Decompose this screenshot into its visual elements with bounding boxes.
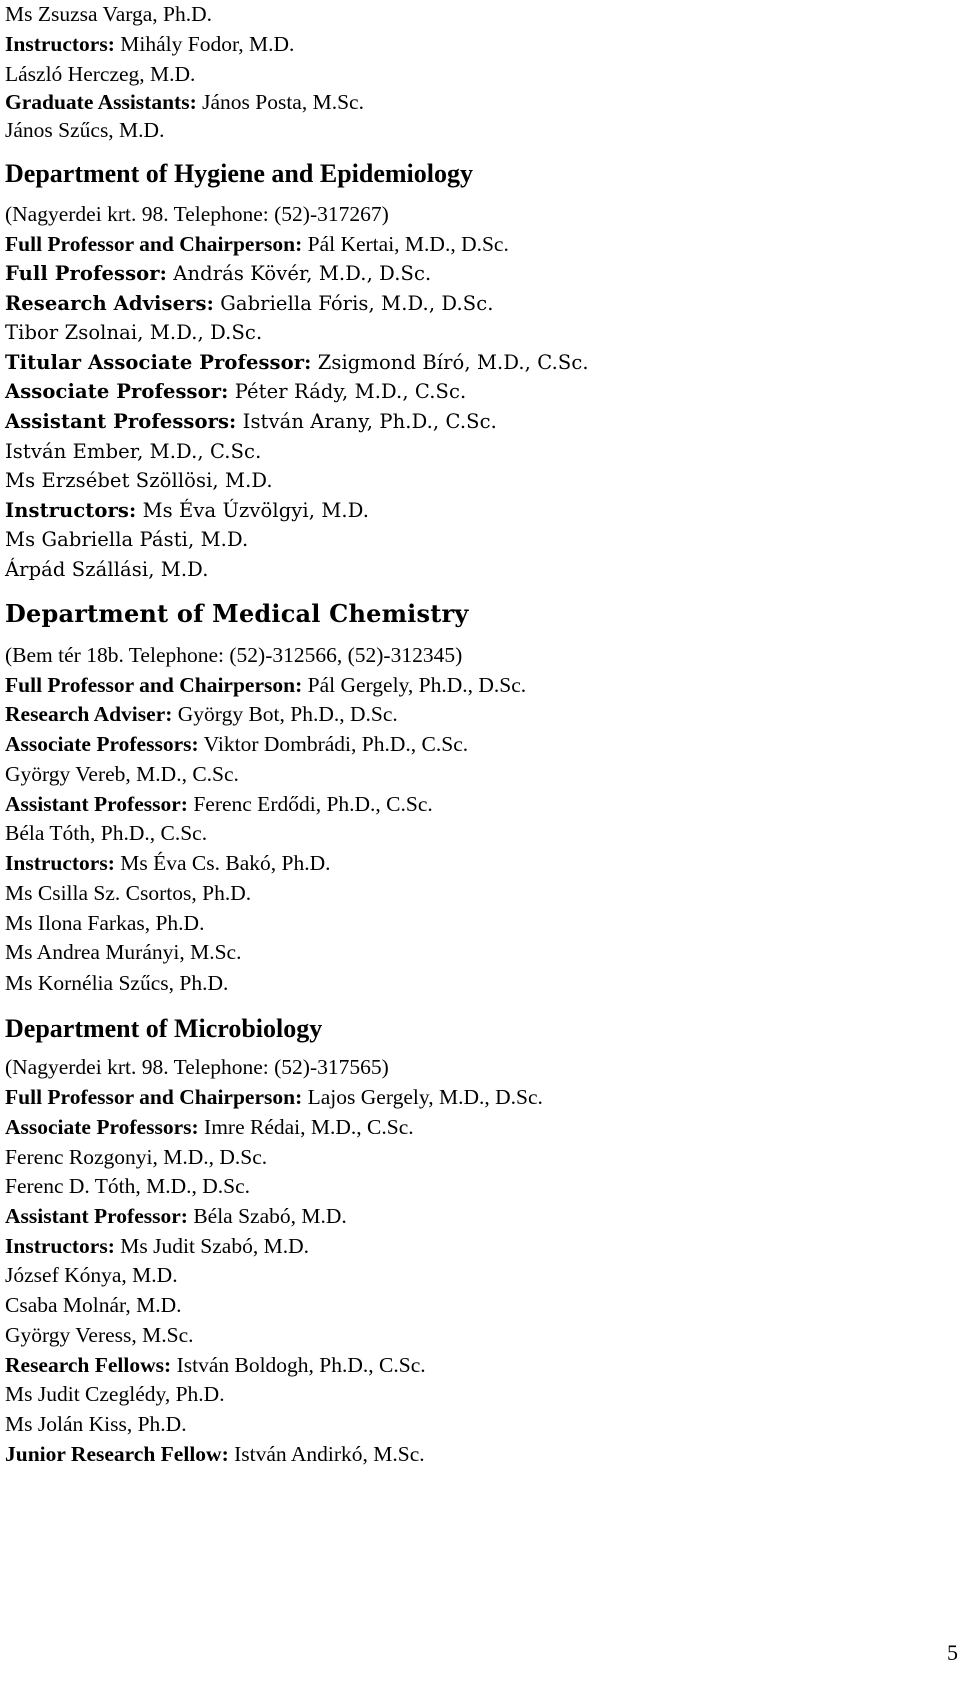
staff-name: Ms Éva Cs. Bakó, Ph.D. — [114, 851, 331, 875]
role-label: Graduate Assistants: — [5, 90, 197, 114]
role-label: Assistant Professor: — [5, 1204, 188, 1228]
staff-name: István Boldogh, Ph.D., C.Sc. — [171, 1353, 426, 1377]
staff-line — [5, 1113, 414, 1141]
staff-name: Pál Kertai, M.D., D.Sc. — [302, 232, 509, 256]
staff-name: István Arany, Ph.D., C.Sc. — [236, 410, 497, 433]
role-label: Instructors: — [5, 1234, 115, 1258]
staff-line — [5, 1172, 250, 1200]
staff-name: (Nagyerdei krt. 98. Telephone: (52)-317565) — [5, 1055, 389, 1079]
staff-line — [5, 116, 164, 144]
staff-line — [5, 909, 204, 937]
staff-name: (Nagyerdei krt. 98. Telephone: (52)-317267) — [5, 202, 389, 226]
staff-line — [5, 408, 497, 436]
staff-line — [5, 1410, 187, 1438]
role-label: Junior Research Fellow: — [5, 1442, 229, 1466]
role-label: Full Professor and Chairperson: — [5, 673, 303, 697]
role-label: Instructors: — [5, 499, 137, 522]
staff-line — [5, 60, 195, 88]
staff-name: Ms Andrea Murányi, M.Sc. — [5, 940, 242, 964]
staff-line — [5, 1321, 194, 1349]
role-label: Assistant Professors: — [5, 410, 237, 433]
staff-line — [5, 969, 228, 997]
staff-line — [5, 438, 261, 466]
staff-name: Ferenc Rozgonyi, M.D., D.Sc. — [5, 1145, 268, 1169]
staff-name: Ferenc D. Tóth, M.D., D.Sc. — [5, 1174, 251, 1198]
staff-line — [5, 938, 241, 966]
staff-name: Gabriella Fóris, M.D., D.Sc. — [213, 292, 494, 315]
role-label: Full Professor: — [5, 262, 167, 285]
staff-line — [5, 378, 466, 406]
department-heading: Department of Medical Chemistry — [5, 599, 469, 628]
staff-line — [5, 1143, 267, 1171]
staff-line — [5, 1291, 182, 1319]
staff-line — [5, 641, 462, 669]
staff-line — [5, 0, 212, 28]
staff-name: Árpád Szállási, M.D. — [5, 558, 209, 581]
staff-name: Tibor Zsolnai, M.D., D.Sc. — [5, 321, 263, 344]
staff-line — [5, 879, 251, 907]
staff-name: Ms Zsuzsa Varga, Ph.D. — [5, 2, 213, 26]
staff-name: József Kónya, M.D. — [5, 1263, 178, 1287]
staff-name: György Vereb, M.D., C.Sc. — [5, 762, 239, 786]
staff-line — [5, 1232, 309, 1260]
staff-name: János Posta, M.Sc. — [196, 90, 364, 114]
role-label: Full Professor and Chairperson: — [5, 232, 303, 256]
staff-line — [5, 526, 248, 554]
staff-name: Ferenc Erdődi, Ph.D., C.Sc. — [187, 792, 433, 816]
role-label: Research Adviser: — [5, 702, 173, 726]
staff-line — [5, 290, 494, 318]
staff-line — [5, 1202, 347, 1230]
staff-line — [5, 730, 468, 758]
staff-line — [5, 88, 364, 116]
staff-line — [5, 819, 207, 847]
staff-line — [5, 349, 589, 377]
page-number: 5 — [947, 1640, 958, 1665]
staff-name: Ms Erzsébet Szöllösi, M.D. — [5, 469, 273, 492]
staff-name: Péter Rády, M.D., C.Sc. — [228, 380, 467, 403]
staff-line — [5, 1053, 389, 1081]
staff-name: Ms Csilla Sz. Csortos, Ph.D. — [5, 881, 252, 905]
staff-name: István Ember, M.D., C.Sc. — [5, 440, 262, 463]
role-label: Assistant Professor: — [5, 792, 188, 816]
staff-line — [5, 30, 294, 58]
staff-name: (Bem tér 18b. Telephone: (52)-312566, (52)-312345) — [5, 643, 463, 667]
staff-line — [5, 230, 509, 258]
staff-line — [5, 760, 239, 788]
staff-name: Mihály Fodor, M.D. — [114, 32, 295, 56]
staff-name: László Herczeg, M.D. — [5, 62, 196, 86]
staff-line — [5, 700, 398, 728]
role-label: Full Professor and Chairperson: — [5, 1085, 303, 1109]
staff-line — [5, 849, 330, 877]
role-label: Associate Professors: — [5, 732, 199, 756]
department-heading: Department of Microbiology — [5, 1014, 323, 1043]
staff-name: Ms Gabriella Pásti, M.D. — [5, 528, 249, 551]
staff-name: János Szűcs, M.D. — [5, 118, 165, 142]
staff-name: Viktor Dombrádi, Ph.D., C.Sc. — [198, 732, 469, 756]
role-label: Associate Professors: — [5, 1115, 199, 1139]
staff-name: Ms Kornélia Szűcs, Ph.D. — [5, 971, 229, 995]
role-label: Instructors: — [5, 32, 115, 56]
staff-name: Csaba Molnár, M.D. — [5, 1293, 182, 1317]
staff-line — [5, 1083, 543, 1111]
role-label: Titular Associate Professor: — [5, 351, 312, 374]
staff-name: Zsigmond Bíró, M.D., C.Sc. — [311, 351, 589, 374]
staff-line — [5, 1261, 178, 1289]
staff-name: Béla Szabó, M.D. — [187, 1204, 347, 1228]
staff-line — [5, 319, 262, 347]
staff-line — [5, 1440, 425, 1468]
staff-line — [5, 1380, 225, 1408]
staff-line — [5, 790, 433, 818]
staff-name: Ms Jolán Kiss, Ph.D. — [5, 1412, 187, 1436]
staff-line — [5, 1351, 426, 1379]
staff-name: István Andirkó, M.Sc. — [228, 1442, 425, 1466]
staff-line — [5, 497, 369, 525]
staff-name: Béla Tóth, Ph.D., C.Sc. — [5, 821, 208, 845]
staff-name: Imre Rédai, M.D., C.Sc. — [198, 1115, 414, 1139]
staff-name: György Bot, Ph.D., D.Sc. — [172, 702, 398, 726]
staff-line — [5, 671, 526, 699]
staff-name: Lajos Gergely, M.D., D.Sc. — [302, 1085, 543, 1109]
staff-name: György Veress, M.Sc. — [5, 1323, 194, 1347]
role-label: Instructors: — [5, 851, 115, 875]
staff-line — [5, 200, 389, 228]
role-label: Associate Professor: — [5, 380, 229, 403]
staff-name: Ms Éva Úzvölgyi, M.D. — [136, 499, 370, 522]
staff-line — [5, 467, 273, 495]
staff-name: Ms Judit Szabó, M.D. — [114, 1234, 309, 1258]
staff-name: Ms Judit Czeglédy, Ph.D. — [5, 1382, 225, 1406]
role-label: Research Advisers: — [5, 292, 214, 315]
staff-name: Pál Gergely, Ph.D., D.Sc. — [302, 673, 527, 697]
staff-name: András Kövér, M.D., D.Sc. — [166, 262, 432, 285]
role-label: Research Fellows: — [5, 1353, 172, 1377]
staff-name: Ms Ilona Farkas, Ph.D. — [5, 911, 205, 935]
staff-line — [5, 260, 431, 288]
staff-line — [5, 556, 209, 584]
department-heading: Department of Hygiene and Epidemiology — [5, 159, 473, 188]
